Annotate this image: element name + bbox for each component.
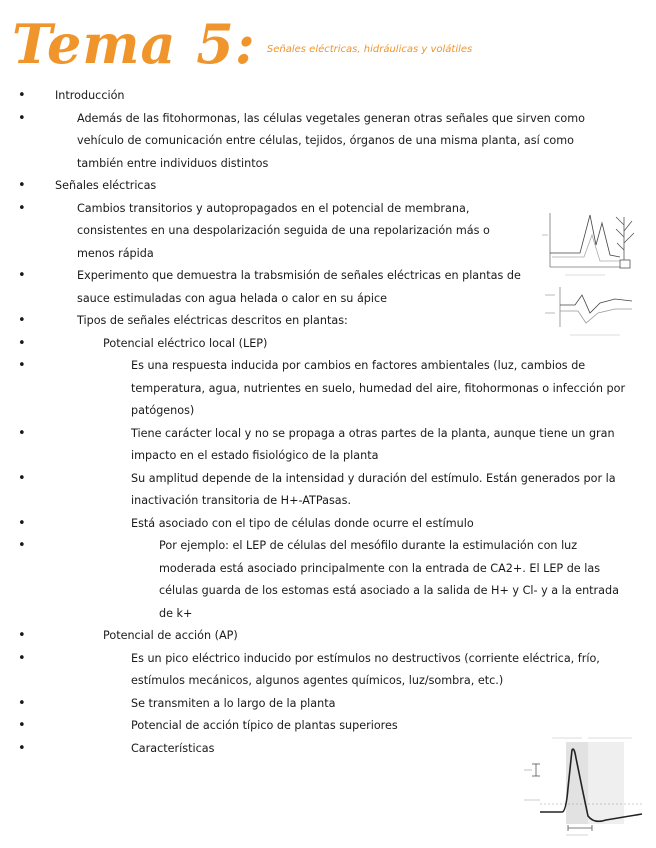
action-potential-diagram-figure <box>522 728 647 840</box>
bullet-dot: • <box>18 470 26 486</box>
bullet-dot: • <box>18 268 26 283</box>
list-item-text: Introducción <box>55 89 125 102</box>
electrical-signal-graph-figure <box>540 205 640 280</box>
list-item-text: Es una respuesta inducida por cambios en factores ambientales (luz, cambios de temperatura, agua, nutrientes en suelo, humedad del aire, fitohormonas o infección por patógenos) <box>131 359 626 417</box>
list-item-text: Tipos de señales eléctricas descritos en plantas: <box>77 314 348 327</box>
list-item-text: Por ejemplo: el LEP de células del mesófilo durante la estimulación con luz moderada está asociado principalmente con la entrada de CA2+. El LEP de las células guarda de los estomas está asociado a la salida de H+ y Cl- y a la entrada de k+ <box>159 539 619 620</box>
page-header <box>12 4 472 84</box>
bullet-dot: • <box>18 718 26 733</box>
list-item <box>0 648 656 693</box>
bullet-dot: • <box>18 110 26 126</box>
list-item <box>0 625 656 648</box>
page-subtitle: Señales eléctricas, hidráulicas y volátiles <box>266 44 473 55</box>
list-item-text: Además de las fitohormonas, las células vegetales generan otras señales que sirven como vehículo de comunicación entre células, tejidos, órganos de una misma planta, así como también entre individuos distintos <box>77 111 585 170</box>
list-item-text: Potencial eléctrico local (LEP) <box>103 336 268 350</box>
list-item-text: Experimento que demuestra la trabsmisión de señales eléctricas en plantas de sauce estimuladas con agua helada o calor en su ápice <box>77 269 521 305</box>
list-item-text: Cambios transitorios y autopropagados en el potencial de membrana, consistentes en una despolarización seguida de una repolarización más o menos rápida <box>77 201 490 260</box>
list-item <box>0 535 656 625</box>
bullet-dot: • <box>18 335 26 351</box>
bullet-dot: • <box>18 628 26 643</box>
list-item-text: Señales eléctricas <box>55 179 157 192</box>
bullet-dot: • <box>18 358 26 373</box>
list-item-text: Está asociado con el tipo de células donde ocurre el estímulo <box>131 516 474 530</box>
list-item-text: Características <box>131 741 215 755</box>
list-item-text: Es un pico eléctrico inducido por estímulos no destructivos (corriente eléctrica, frío, estímulos mecánicos, algunos agentes químicos, luz/sombra, etc.) <box>131 651 600 687</box>
bullet-dot: • <box>18 200 26 216</box>
bullet-list <box>0 85 656 760</box>
bullet-dot: • <box>18 538 26 553</box>
list-item-text: Se transmiten a lo largo de la planta <box>131 696 336 710</box>
list-item <box>0 468 656 513</box>
bullet-dot: • <box>18 425 26 441</box>
list-item <box>0 175 656 198</box>
bullet-dot: • <box>18 88 26 103</box>
willow-experiment-graph-figure <box>540 283 640 343</box>
list-item <box>0 85 656 108</box>
bullet-dot: • <box>18 650 26 666</box>
list-item <box>0 513 656 536</box>
list-item <box>0 693 656 716</box>
bullet-dot: • <box>18 178 26 193</box>
list-item <box>0 355 656 423</box>
list-item <box>0 423 656 468</box>
list-item-text: Potencial de acción (AP) <box>103 629 238 642</box>
bullet-dot: • <box>18 313 26 328</box>
list-item-text: Potencial de acción típico de plantas superiores <box>131 719 398 732</box>
bullet-dot: • <box>18 515 26 531</box>
bullet-dot: • <box>18 740 26 756</box>
page-title: Tema 5: <box>12 12 256 76</box>
list-item-text: Su amplitud depende de la intensidad y duración del estímulo. Están generados por la inactivación transitoria de H+-ATPasas. <box>131 471 616 507</box>
list-item <box>0 108 656 176</box>
bullet-dot: • <box>18 695 26 711</box>
list-item-text: Tiene carácter local y no se propaga a otras partes de la planta, aunque tiene un gran impacto en el estado fisiológico de la planta <box>131 426 615 462</box>
